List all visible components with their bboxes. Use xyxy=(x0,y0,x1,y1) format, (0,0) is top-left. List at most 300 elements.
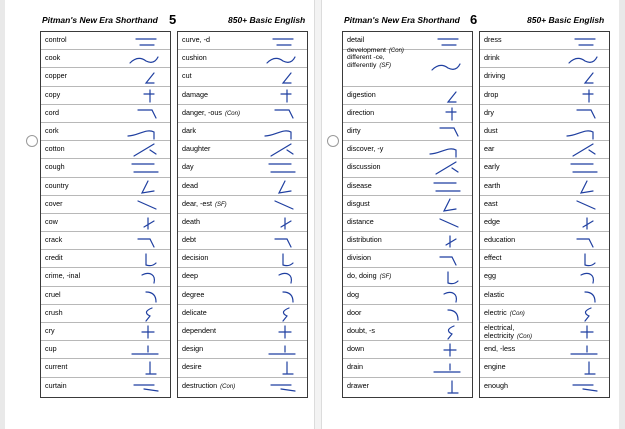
shorthand-outline-icon xyxy=(426,288,466,304)
vocab-word xyxy=(347,382,369,389)
vocab-word-text: edge xyxy=(484,216,500,226)
vocab-word-text: dress xyxy=(484,35,502,44)
vocab-row xyxy=(343,87,472,105)
shorthand-outline-icon xyxy=(563,360,603,376)
vocab-word-text: cry xyxy=(45,326,55,335)
vocab-row xyxy=(178,378,307,396)
vocab-row xyxy=(343,141,472,159)
vocab-row xyxy=(343,378,472,396)
vocab-row xyxy=(343,178,472,196)
vocab-word xyxy=(45,363,67,370)
vocab-word-text: cover xyxy=(45,198,63,208)
shorthand-outline-icon xyxy=(124,269,164,285)
vocab-word xyxy=(347,363,363,370)
vocab-word-text: dependent xyxy=(182,326,216,335)
vocab-word-text: discussion xyxy=(347,162,381,172)
shorthand-outline-icon xyxy=(261,269,301,285)
vocab-word-text: egg xyxy=(484,271,496,281)
shorthand-outline-icon xyxy=(261,160,301,176)
vocab-note: (Con) xyxy=(224,110,240,117)
shorthand-outline-icon xyxy=(124,251,164,267)
page6-column-2 xyxy=(479,31,610,398)
vocab-word xyxy=(182,91,208,98)
vocab-row xyxy=(343,268,472,286)
vocab-word-text: disease xyxy=(347,180,372,190)
vocab-row xyxy=(178,287,307,305)
vocab-word xyxy=(182,36,210,43)
vocab-row xyxy=(343,305,472,323)
vocab-word-text: decision xyxy=(182,253,209,263)
vocab-word xyxy=(347,236,382,243)
shorthand-outline-icon xyxy=(124,124,164,140)
vocab-row xyxy=(343,323,472,341)
shorthand-outline-icon xyxy=(124,160,164,176)
vocab-word xyxy=(484,109,494,116)
shorthand-outline-icon xyxy=(261,179,301,195)
vocab-word xyxy=(45,254,63,261)
vocab-word-text: enough xyxy=(484,380,508,390)
vocab-word-text: cruel xyxy=(45,289,61,299)
vocab-row xyxy=(343,359,472,377)
shorthand-outline-icon xyxy=(261,88,301,104)
vocab-word xyxy=(347,163,381,170)
vocab-word-text: damage xyxy=(182,89,208,99)
vocab-row xyxy=(41,50,170,68)
vocab-row xyxy=(343,196,472,214)
vocab-word xyxy=(45,345,57,352)
vocab-word xyxy=(182,254,208,261)
vocab-row xyxy=(178,214,307,232)
shorthand-outline-icon xyxy=(124,33,164,49)
vocab-row xyxy=(480,123,609,141)
vocab-word xyxy=(484,291,504,298)
vocab-word xyxy=(182,72,192,79)
vocab-row xyxy=(480,141,609,159)
vocab-word-text: delicate xyxy=(182,307,207,317)
vocab-word xyxy=(45,309,63,316)
vocab-word-text: desire xyxy=(182,362,202,372)
vocab-word-text: credit xyxy=(45,253,63,263)
vocab-word-text: crush xyxy=(45,307,63,317)
vocab-word-text: elastic xyxy=(484,289,505,299)
shorthand-outline-icon xyxy=(563,306,603,322)
vocab-word-text: curtain xyxy=(45,380,67,390)
vocab-word xyxy=(347,127,361,134)
shorthand-outline-icon xyxy=(426,160,466,176)
shorthand-outline-icon xyxy=(124,106,164,122)
vocab-word xyxy=(347,200,370,207)
vocab-word xyxy=(347,47,404,69)
vocab-row xyxy=(178,141,307,159)
vocab-row xyxy=(480,196,609,214)
vocab-word xyxy=(182,309,207,316)
vocab-word xyxy=(45,382,67,389)
shorthand-outline-icon xyxy=(261,306,301,322)
vocab-word xyxy=(182,218,200,225)
vocab-word xyxy=(182,163,194,170)
shorthand-outline-icon xyxy=(426,324,466,340)
vocab-row xyxy=(41,214,170,232)
vocab-word-text: do, doing xyxy=(347,271,377,281)
shorthand-outline-icon xyxy=(261,251,301,267)
vocab-word xyxy=(347,309,361,316)
vocab-row xyxy=(41,305,170,323)
shorthand-outline-icon xyxy=(261,69,301,85)
shorthand-outline-icon xyxy=(124,379,164,395)
vocab-word-text: dead xyxy=(182,180,198,190)
vocab-word-text: crime, -inal xyxy=(45,271,81,281)
vocab-row xyxy=(41,378,170,396)
page5-column-1 xyxy=(40,31,171,398)
vocab-row xyxy=(480,32,609,50)
vocab-word xyxy=(45,163,65,170)
vocab-note: (SF) xyxy=(379,62,392,69)
shorthand-outline-icon xyxy=(426,124,466,140)
shorthand-outline-icon xyxy=(563,106,603,122)
vocab-row xyxy=(480,305,609,323)
vocab-word-text: daughter xyxy=(182,144,211,154)
vocab-note: (SF) xyxy=(379,274,392,281)
vocab-word xyxy=(45,145,65,152)
vocab-word-text: cow xyxy=(45,216,58,226)
vocab-word xyxy=(182,272,198,279)
vocab-word xyxy=(45,109,59,116)
page6-number: 6 xyxy=(470,12,478,27)
shorthand-outline-icon xyxy=(426,215,466,231)
vocab-row xyxy=(178,305,307,323)
vocab-row xyxy=(343,250,472,268)
vocab-word-text: design xyxy=(182,344,204,354)
vocab-word-text: cotton xyxy=(45,144,65,154)
shorthand-outline-icon xyxy=(261,360,301,376)
page6-title: Pitman's New Era Shorthand xyxy=(344,15,460,25)
vocab-row xyxy=(178,232,307,250)
vocab-word-text: day xyxy=(182,162,194,172)
vocab-word-text: cut xyxy=(182,71,192,81)
vocab-word-text: dry xyxy=(484,107,494,117)
vocab-word-text: crack xyxy=(45,235,63,245)
vocab-word-text: degree xyxy=(182,289,205,299)
shorthand-outline-icon xyxy=(261,288,301,304)
vocab-word xyxy=(45,327,55,334)
vocab-row xyxy=(480,250,609,268)
vocab-row xyxy=(41,359,170,377)
shorthand-outline-icon xyxy=(563,269,603,285)
vocab-word-text: door xyxy=(347,307,362,317)
vocab-word xyxy=(484,382,508,389)
vocab-row xyxy=(41,105,170,123)
vocab-word-text: division xyxy=(347,253,371,263)
vocab-word-text: deep xyxy=(182,271,198,281)
vocab-word-text: control xyxy=(45,35,67,44)
vocab-word xyxy=(347,327,375,334)
shorthand-outline-icon xyxy=(124,142,164,158)
vocab-word-text: cough xyxy=(45,162,65,172)
vocab-word-text: dirty xyxy=(347,125,361,135)
vocab-word xyxy=(45,36,67,43)
vocab-word xyxy=(182,382,235,390)
vocab-row xyxy=(343,47,472,86)
vocab-word-text: driving xyxy=(484,71,506,81)
vocab-word xyxy=(484,127,498,134)
shorthand-outline-icon xyxy=(563,88,603,104)
vocab-row xyxy=(178,178,307,196)
shorthand-outline-icon xyxy=(124,233,164,249)
shorthand-outline-icon xyxy=(261,215,301,231)
vocab-note: (Con) xyxy=(388,48,404,55)
vocab-word xyxy=(484,182,500,189)
vocab-row xyxy=(41,323,170,341)
vocab-row xyxy=(480,50,609,68)
shorthand-outline-icon xyxy=(563,288,603,304)
shorthand-outline-icon xyxy=(426,342,466,358)
vocab-row xyxy=(343,214,472,232)
vocab-word-text: down xyxy=(347,344,365,354)
shorthand-outline-icon xyxy=(563,379,603,395)
vocab-row xyxy=(480,105,609,123)
vocab-word xyxy=(182,236,196,243)
vocab-row xyxy=(480,68,609,86)
vocab-row xyxy=(480,214,609,232)
vocab-word xyxy=(45,91,60,98)
vocab-word-text: cushion xyxy=(182,53,207,63)
vocab-word xyxy=(182,127,196,134)
shorthand-outline-icon xyxy=(426,379,466,395)
shorthand-outline-icon xyxy=(563,251,603,267)
vocab-word xyxy=(45,272,80,279)
vocab-row xyxy=(480,178,609,196)
vocab-word-text: discover, -y xyxy=(347,144,384,154)
vocab-row xyxy=(343,159,472,177)
vocab-word-text: copy xyxy=(45,89,61,99)
vocab-word-text: copper xyxy=(45,71,67,81)
page5-title: Pitman's New Era Shorthand xyxy=(42,15,158,25)
vocab-word-text: electric xyxy=(484,307,507,317)
vocab-row xyxy=(343,105,472,123)
vocab-row xyxy=(480,159,609,177)
vocab-row xyxy=(343,232,472,250)
vocab-row xyxy=(480,323,609,341)
vocab-word xyxy=(484,163,500,170)
vocab-word-text: dog xyxy=(347,289,359,299)
vocab-row xyxy=(480,232,609,250)
vocab-word xyxy=(45,236,62,243)
shorthand-outline-icon xyxy=(261,197,301,213)
vocab-word-text: cook xyxy=(45,53,61,63)
vocab-word xyxy=(347,345,364,352)
vocab-row xyxy=(480,341,609,359)
vocab-word xyxy=(182,345,203,352)
vocab-word-text: direction xyxy=(347,107,375,117)
vocab-word-text: different -ce, xyxy=(347,54,385,62)
shorthand-outline-icon xyxy=(563,197,603,213)
vocab-row xyxy=(41,87,170,105)
vocab-word-text: cork xyxy=(45,125,59,135)
vocab-row xyxy=(41,32,170,50)
vocab-word-text: education xyxy=(484,235,516,245)
vocab-word xyxy=(182,109,240,117)
vocab-word xyxy=(182,327,216,334)
shorthand-outline-icon xyxy=(124,288,164,304)
vocab-row xyxy=(178,196,307,214)
shorthand-outline-icon xyxy=(124,179,164,195)
shorthand-outline-icon xyxy=(426,251,466,267)
vocab-word-text: disgust xyxy=(347,198,370,208)
vocab-word xyxy=(484,309,525,317)
vocab-word xyxy=(347,182,372,189)
vocab-row xyxy=(343,287,472,305)
vocab-note: (SF) xyxy=(214,201,227,208)
shorthand-outline-icon xyxy=(426,269,466,285)
vocab-word-text: doubt, -s xyxy=(347,326,375,336)
vocab-word-text: destruction xyxy=(182,380,218,390)
vocab-row xyxy=(178,359,307,377)
vocab-row xyxy=(178,268,307,286)
shorthand-outline-icon xyxy=(261,142,301,158)
shorthand-outline-icon xyxy=(563,69,603,85)
page6-subtitle: 850+ Basic English xyxy=(527,15,605,25)
shorthand-outline-icon xyxy=(426,58,466,74)
shorthand-outline-icon xyxy=(426,179,466,195)
shorthand-outline-icon xyxy=(563,51,603,67)
page5-number: 5 xyxy=(169,12,177,27)
vocab-word-text: distribution xyxy=(347,235,382,245)
shorthand-outline-icon xyxy=(563,342,603,358)
shorthand-outline-icon xyxy=(426,197,466,213)
vocab-word xyxy=(484,345,515,352)
vocab-word-text: drink xyxy=(484,53,500,63)
vocab-word-text: distance xyxy=(347,216,374,226)
vocab-word xyxy=(45,54,60,61)
shorthand-outline-icon xyxy=(261,124,301,140)
vocab-word xyxy=(484,236,515,243)
vocab-word-text: development xyxy=(347,47,386,55)
vocab-row xyxy=(41,232,170,250)
vocab-word xyxy=(45,200,63,207)
vocab-word xyxy=(347,254,371,261)
vocab-word xyxy=(484,54,500,61)
vocab-row xyxy=(480,359,609,377)
shorthand-outline-icon xyxy=(426,306,466,322)
vocab-word xyxy=(45,127,59,134)
vocab-word-text: dust xyxy=(484,125,498,135)
vocab-word-text: death xyxy=(182,216,200,226)
vocab-word-text: drawer xyxy=(347,380,369,390)
vocab-word-text: drop xyxy=(484,89,499,99)
vocab-word-text: effect xyxy=(484,253,502,263)
vocab-word xyxy=(484,272,496,279)
vocab-row xyxy=(178,123,307,141)
shorthand-outline-icon xyxy=(426,33,466,49)
shorthand-outline-icon xyxy=(261,324,301,340)
punch-hole-left xyxy=(26,135,38,147)
shorthand-outline-icon xyxy=(124,197,164,213)
vocab-word xyxy=(182,182,198,189)
vocab-word xyxy=(484,324,532,340)
shorthand-outline-icon xyxy=(563,233,603,249)
vocab-word xyxy=(45,72,67,79)
vocab-row xyxy=(178,50,307,68)
shorthand-outline-icon xyxy=(261,106,301,122)
vocab-row xyxy=(41,141,170,159)
vocab-row xyxy=(41,123,170,141)
vocab-word-text: east xyxy=(484,198,498,208)
vocab-word xyxy=(484,91,498,98)
vocab-word xyxy=(484,218,500,225)
vocab-word xyxy=(182,145,210,152)
shorthand-outline-icon xyxy=(563,124,603,140)
vocab-word-text: danger, -ous xyxy=(182,107,222,117)
vocab-word-text: dark xyxy=(182,125,196,135)
vocab-row xyxy=(178,32,307,50)
vocab-row xyxy=(41,341,170,359)
shorthand-outline-icon xyxy=(124,88,164,104)
vocab-word xyxy=(182,200,227,208)
vocab-row xyxy=(480,87,609,105)
vocab-word-text: digestion xyxy=(347,89,376,99)
page5-column-2 xyxy=(177,31,308,398)
vocab-row xyxy=(178,323,307,341)
shorthand-outline-icon xyxy=(426,233,466,249)
vocab-word-text: cord xyxy=(45,107,59,117)
page6-column-1 xyxy=(342,31,473,398)
vocab-word xyxy=(45,291,61,298)
vocab-word-text: drain xyxy=(347,362,363,372)
shorthand-outline-icon xyxy=(563,142,603,158)
shorthand-outline-icon xyxy=(563,215,603,231)
vocab-word-text: country xyxy=(45,180,69,190)
punch-hole-right xyxy=(327,135,339,147)
vocab-row xyxy=(480,378,609,396)
page5-subtitle: 850+ Basic English xyxy=(228,15,306,25)
vocab-word-text: end, -less xyxy=(484,344,516,354)
shorthand-outline-icon xyxy=(426,360,466,376)
vocab-row xyxy=(178,341,307,359)
vocab-row xyxy=(480,268,609,286)
vocab-row xyxy=(178,105,307,123)
shorthand-outline-icon xyxy=(124,324,164,340)
shorthand-outline-icon xyxy=(261,233,301,249)
vocab-row xyxy=(178,87,307,105)
vocab-word xyxy=(484,200,498,207)
vocab-word xyxy=(45,218,58,225)
vocab-word-text: ear xyxy=(484,144,495,154)
vocab-word-text: differently xyxy=(347,61,377,69)
shorthand-outline-icon xyxy=(563,160,603,176)
shorthand-outline-icon xyxy=(563,179,603,195)
vocab-word xyxy=(484,145,494,152)
vocab-row xyxy=(41,68,170,86)
vocab-word xyxy=(484,36,502,43)
vocab-row xyxy=(343,123,472,141)
document-sheet xyxy=(5,0,619,429)
vocab-row xyxy=(41,196,170,214)
shorthand-outline-icon xyxy=(261,51,301,67)
vocab-word-text: cup xyxy=(45,344,57,354)
vocab-row xyxy=(41,287,170,305)
vocab-word-text: current xyxy=(45,362,68,372)
vocab-row xyxy=(41,159,170,177)
vocab-word xyxy=(484,363,506,370)
vocab-word xyxy=(347,291,359,298)
vocab-word xyxy=(347,36,364,43)
vocab-word-text: early xyxy=(484,162,500,172)
vocab-word-text: curve, -d xyxy=(182,35,210,44)
shorthand-outline-icon xyxy=(426,106,466,122)
vocab-word xyxy=(182,54,207,61)
page-gutter xyxy=(314,0,322,429)
vocab-word-text: electrical, xyxy=(484,323,515,332)
